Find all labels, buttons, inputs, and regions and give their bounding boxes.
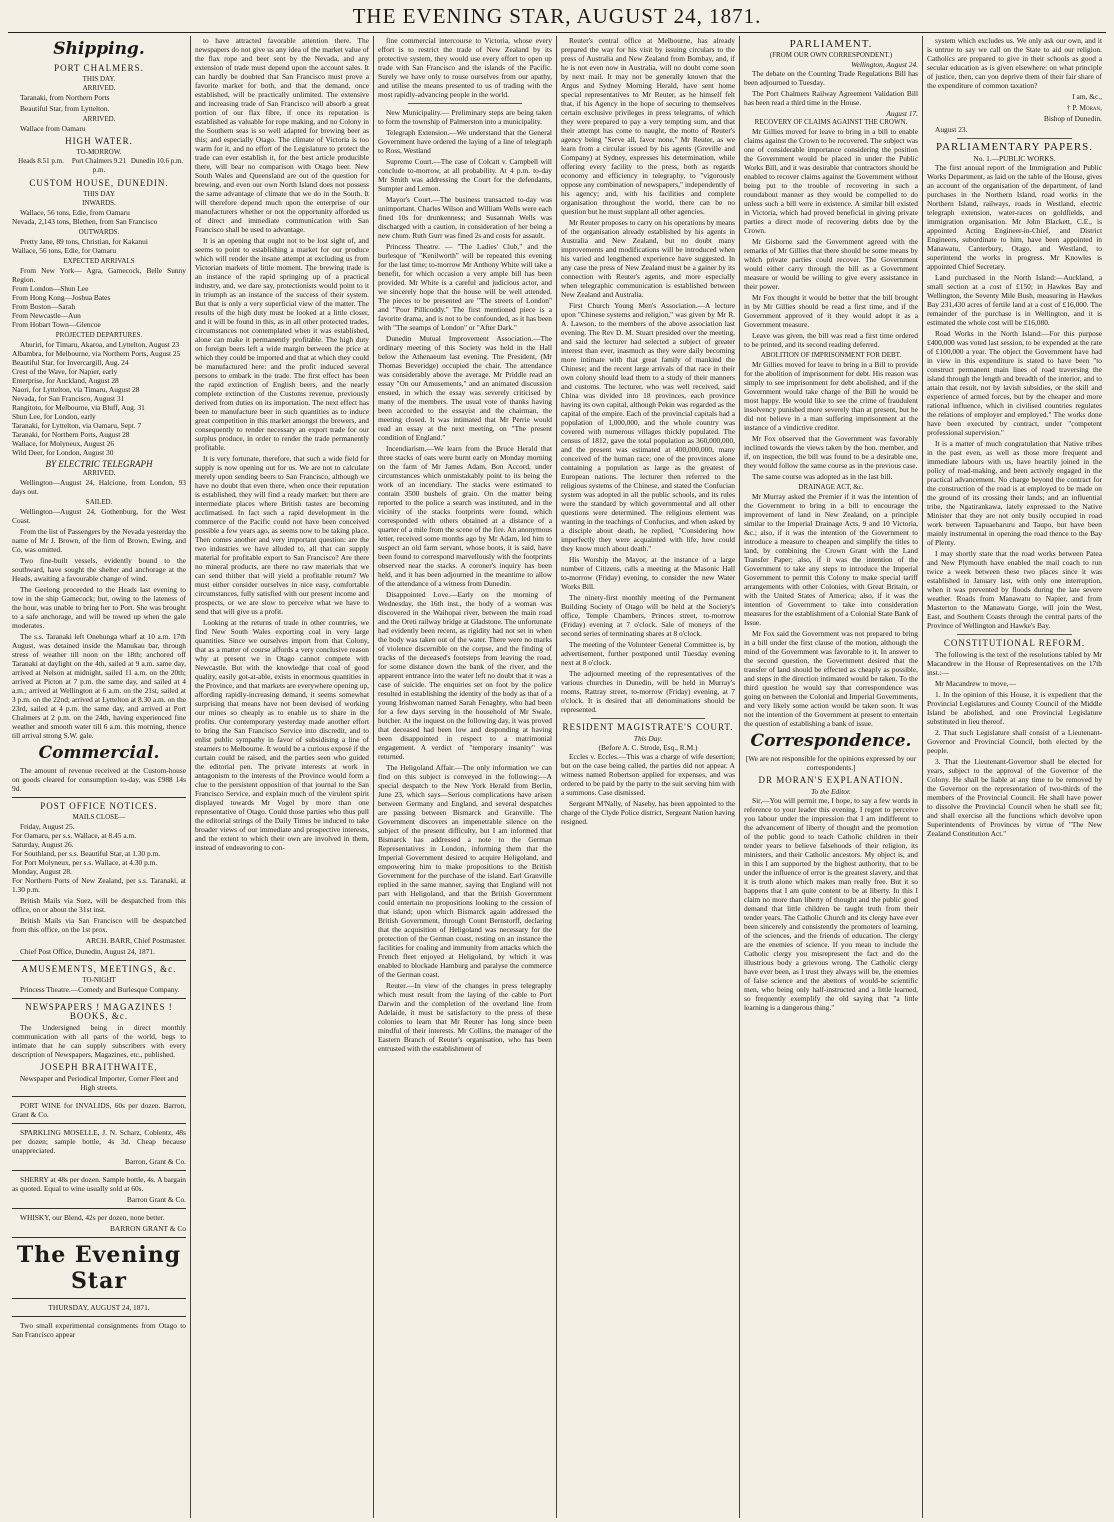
news-item: Telegraph Extension.—We understand that the General Government have ordered the laying of a line of telegraph to Ross, Westland xyxy=(378,128,552,155)
telegraph-heading: BY ELECTRIC TELEGRAPH xyxy=(45,459,153,469)
court-heading: RESIDENT MAGISTRATE'S COURT. xyxy=(562,722,734,732)
letter-closing: I am, &c., xyxy=(1072,92,1102,101)
braithwaite-address: Newspaper and Periodical Importer, Corner Fleet and High streets. xyxy=(19,1074,179,1092)
divider xyxy=(12,1316,186,1317)
divider xyxy=(12,1123,186,1124)
parliament-dateline: Wellington, August 24. xyxy=(851,60,918,69)
parliament-item: Mr Gillies moved for leave to bring in a Bill to provide for the abolition of imprisonment for debt. His reason was simply to see imprisonment for debt abolished, and if the Government would take charge of the Bill he would be most happy. He would like to see the crime of fraudulent insolvency punished more severely than at present, but he did not believe in a man suffering imprisonment at the instance of a vindictive creditor. xyxy=(744,360,918,432)
parliament-item: Mr Fox said the Government was not prepared to bring in a bill under the first clause of the motion, although the mind of the Government was favorable to it. In answer to the second question, the Government desired that the transfer of land should be effected as cheaply as possible, and steps in the direction intimated would be taken. To the third question he would say that correspondence was going on between the Colonial and Imperial Governments, and very likely some action would be taken soon. It was not the intention of the Government at present to entertain the question of establishing a bank of issue. xyxy=(744,629,918,728)
report-paragraph: The first annual report of the Immigration and Public Works Department, as laid on the table of the House, gives an account of the organisation of the department, of land purchases in the Northern Island, road works in the Northern Island, railways, roads in Westland, electric telegraph extension, water-races on goldfields, and immigration organisation. Mr John Blackett, C.E., is appointed Acting Engineer-in-Chief, and District Engineers, subordinate to him, have been appointed in Manawatu, Canterbury, Otago, and Westland, to superintend the works in progress. Mr Knowles is appointed Chief Secretary. xyxy=(927,163,1102,271)
news-item: The adjourned meeting of the representatives of the various churches in Dunedin, will be held in Murray's rooms, Rattray street, to-morrow (Friday) evening, at 7 o'clock. It is desired that all denominations should be represented. xyxy=(561,669,735,714)
court-magistrate: (Before A. C. Strode, Esq., R.M.) xyxy=(598,743,698,752)
page-masthead: THE EVENING STAR, AUGUST 24, 1871. xyxy=(352,4,762,28)
news-item: Disappointed Love.—Early on the morning of Wednesday, the 16th inst., the body of a woman was discovered in the Waihopai river, between the main road and the Oreti railway bridge at Gladstone. The unfortunate had evidently been recent, as rigidity had not set in when the body was taken out of the water. There were no marks of violence discernible on the corpse, and the finding of tracks of the deceased's footsteps from leaving the road, for some distance down the bank of the river, and the apparent entrance into the water left no doubt that it was a case of suicide. The enquiries set on foot by the police resulted in establishing the identity of the body as that of a young Irishwoman named Sarah Fenaghty, who had been for a few days serving in the household of Mr Swale, butcher. At the inquest on the following day, it was proved that deceased had been low and desponding at having been disappointed in respect to a matrimonial engagement. A verdict of "temporary insanity" was returned. xyxy=(378,590,552,761)
subheading-recovery: RECOVERY OF CLAIMS AGAINST THE CROWN. xyxy=(754,118,908,126)
court-case: Eccles v. Eccles.—This was a charge of wife desertion; but on the case being called, the parties did not appear. A witness named Robertson applied for expenses, and was ordered to be paid by the party to the suit serving him with a summons. Case dismissed. xyxy=(561,752,735,797)
news-item: The meeting of the Volunteer General Committee is, by advertisement, further postponed until Tuesday evening next at 8 o'clock. xyxy=(561,640,735,667)
tomorrow-label: TO-MORROW. xyxy=(76,148,122,156)
moran-letter-heading: DR MORAN'S EXPLANATION. xyxy=(758,775,904,785)
high-water-heading: HIGH WATER. xyxy=(65,136,133,146)
this-day-label: THIS DAY xyxy=(83,190,115,198)
divider xyxy=(12,960,186,961)
advert-port-wine: PORT WINE for INVALIDS, 60s per dozen. Barron, Grant & Co. xyxy=(12,1101,186,1119)
column-1 xyxy=(8,36,191,1518)
divider xyxy=(12,1170,186,1171)
newspapers-advert-text: The Undersigned being in direct monthly communication with all parts of the world, begs to intimate that he can supply subscribers with every description of Newspapers, Magazines, etc., published. xyxy=(12,1023,186,1059)
arrived-label: ARRIVED. xyxy=(82,115,116,123)
outwards-label: OUTWARDS. xyxy=(78,228,120,236)
shipping-paragraph: The Geelong proceeded to the Heads last evening to tow in the ship Gamecock; but, owing to the lateness of the hour, was unable to bring her to Port. She was brought to a safe anchorage, and will be towed up when the gale moderates. xyxy=(12,585,186,630)
arrival-entry: Beautiful Star, from Lyttelton. xyxy=(20,104,110,113)
postmaster-signature: ARCH. BARR, Chief Postmaster. xyxy=(85,936,186,945)
advert-sherry-signature: Barron Grant & Co. xyxy=(126,1195,186,1204)
outwards-list: Pretty Jane, 89 tons, Christian, for Kakanui Wallace, 56 tons, Edie, for Oamaru xyxy=(12,237,148,255)
column-3 xyxy=(374,36,557,1518)
news-item: The ninety-first monthly meeting of the Permanent Building Society of Otago will be held at the Society's office, Temple Chambers, Princes street, to-morrow (Friday) evening at 7 o'clock. Sale of moneys of the second series of terminating shares at 8 o'clock. xyxy=(561,593,735,638)
arrived-label: ARRIVED. xyxy=(82,84,116,92)
tonight-label: TO-NIGHT xyxy=(82,976,116,984)
divider xyxy=(957,634,1072,635)
news-item: Reuter.—In view of the changes in press telegraphy which must result from the laying of the cable to Port Darwin and the completion of the overland line from Adelaide, it must be satisfactory to the press of these colonies to learn that Mr Reuter has long since been mindful of their interests. Mr Collins, the manager of the Eastern Branch of Reuter's organisation, who has been entrusted with the establishment of xyxy=(378,981,552,1053)
tide-port-chalmers: Port Chalmers 9.21 p.m. xyxy=(71,157,127,174)
court-date: This Day. xyxy=(633,734,663,743)
divider xyxy=(12,1208,186,1209)
tide-dunedin: Dunedin 10.6 p.m. xyxy=(130,157,184,165)
news-item: Princess Theatre. — "The Ladies' Club," and the burlesque of "Kenilworth" will be repeated this evening for the last time; to-morrow Mr Anthony White will take a benefit, for which occasion a very ample bill has been provided. Mr White is a careful and judicious actor, and we sincerely hope that the house will be well attended. The pieces to be presented are "The streets of London" and "Poor Pillicoddy." The first mentioned piece is a favorite drama, and is not to be confounded, as it has been with "The seamps of London" or "After Dark." xyxy=(378,242,552,332)
arrived-label: ARRIVED. xyxy=(82,469,116,477)
news-item: His Worship the Mayor, at the instance of a large number of Citizens, calls a meeting at the Masonic Hall to-morrow (Friday) evening, to consider the new Water Works Bill. xyxy=(561,555,735,591)
letter-signature-title: Bishop of Dunedin. xyxy=(1043,114,1102,123)
projected-departures-label: PROJECTED DEPARTURES. xyxy=(55,331,143,339)
shipping-heading: Shipping. xyxy=(53,39,145,59)
column-5 xyxy=(740,36,923,1518)
correspondence-heading: Correspondence. xyxy=(750,731,912,751)
report-paragraph: I may shortly state that the road works between Patea and New Plymouth have enabled the mail coach to run twice a week between these two places since it was established in January last, with only one interruption, when it was prevented by floods during the late severe weather. Roads from Manawatu to Napier, and from Masterton to the Manawatu Gorge, will join the West, East, and Southern Coasts through the central parts of the Province of Wellington and Hawke's Bay. xyxy=(927,549,1102,630)
news-item: First Church Young Men's Association.—A lecture upon "Chinese systems and religion," was given by Mr R. A. Lawson, to the members of the above association last evening. The Rev D. M. Stuart presided over the meeting, and said the lecturer had selected a subject of greater interest than ever, inasmuch as they were daily becoming more intimate with that great family of mankind the Chinese; and the recent large arrivals of that race in their own colony should lead them to a study of their manners and customs. The lecturer, who was well received, said China was divided into 18 provinces, each province having its own capital, although Pekin was regarded as the capital of the empire. Each of the provincial capitals had a population of 1,000,000, and the whole country was covered with numerous villages thickly populated. The census of 1812, gave the total population as 360,000,000, and the present was estimated at 400,000,000, many conceived of the human race; one of the provinces alone containing a population as large as the greatest of European nations. The lecturer then referred to the religious systems of the Chinese, and stated the Confucian system was adopted in all the public schools, and its rules were the standard by which governmental and all other questions were determined. The religious element was wanting in the teachings of Confucius, and when asked by a disciple about death, he replied, "Considering how imperfectly they were acquainted with life, how could they know much about death." xyxy=(561,301,735,553)
news-item: Mayor's Court.—The business transacted to-day was unimportant. Charles Wilson and William Wells were each fined 10s for drunkenness; and Susannah Wells was discharged with a caution, in consideration of her being a new chum. Ruth Gurr was fined 2s and costs for assault. xyxy=(378,195,552,240)
divider xyxy=(12,1237,186,1238)
divider xyxy=(12,797,186,798)
issue-date: THURSDAY, AUGUST 24, 1871. xyxy=(48,1303,150,1312)
letter-body: Sir,—You will permit me, I hope, to say a few words in reference to your leader this evening. I regret to perceive you labour under the impression that I am indifferent to the advancement of liberty of thought and the promotion of the public good to teach Catholic children in their tender years to believe falsehoods of their religion, its ministers, and their Catholic ancestors. My object is, and in this I am supported by the highest authority, that to be under the influence of error is the greatest slavery, and that it is truth alone which makes man really free. But it so happens that I am quite content to be at liberty. In this I claim no more than liberty of thought and the public good demand that little children be taught truth from their tender years. The Catholic Church and its clergy have ever been sincerely and consistently the promoters of learning, of the sciences, and the friends of education. The clergy are the enemies of science. If you mean to include the Catholic clergy you misrepresent the fact and do the illustrious body a grievous wrong. The Catholic clergy have ever been, as I trust they always will be, the enemies of false science and the abettors of would-be scientific men, who being only half-instructed and a little learned, so frequently exemplify the old saying that "a little learning is a dangerous thing." xyxy=(744,796,918,1012)
report-paragraph: It is a matter of much congratulation that Native tribes in the past even, as well as those more frequent and immediate labours with us, have heartily joined in the policy of road-making, and been actively engaged in the practical advancement. No charge beyond the contract for the construction of the road is at employed to be made on the ground of its crossing their lands; and an influential tribe, the Ngatirankawa, lately expressed to the Native Minister that they are not only busily occupied in road work between Tapuaeharuru and Taupo, but have been mainly instrumental in opening the road thence to the Bay of Plenty. xyxy=(927,439,1102,547)
subheading-abolition: ABOLITION OF IMPRISONMENT FOR DEBT. xyxy=(760,351,902,359)
column-6 xyxy=(923,36,1106,1518)
commercial-paragraph: The amount of revenue received at the Custom-house on goods cleared for consumption to-day, was £988 14s 9d. xyxy=(12,766,186,793)
leader-paragraph: Looking at the returns of trade in other countries, we find New South Wales exporting coal in very large quantities. Since we ourselves import from that Colony, that as a matter of course affords a very conclusive reason why at present we in Otago cannot compete with Newcastle. But with the knowledge that coal of good quality, easily got-at-able, exists in enormous quantities in the Province, and that markets are everywhere opening up, affording rapidly-increasing demand, it seems somewhat surprising that means have not been devised of working our mines so cheaply as to enable us to share in the profits. Our contemporary yesterday made another effort to bring the San Francisco Service into discredit, and to enlist public sympathy in favor of subsidising a line of steamers to Melbourne. It would be a curious exposé if the curtain could be raised, and the parties seen who guided the editorial pen. The private interests at work in antagonism to the interests of the Province would form a clue to the persistent opposition of that journal to the San Francisco Service, and explain much of the virulent spirit displayed towards Mr Vogel by more than one representative of Otago. Could those parties who thus pull the editorial strings of the Daily Times be induced to take broader views of our immediate and prospective interests, and the extent to which their own are involved in them, instead of endeavoring to con- xyxy=(195,618,369,852)
report-paragraph: Land purchased in the North Island:—Auckland, a small section at a cost of £150; in Hawkes Bay and Wellington, the Seventy Mile Bush, measuring in Hawkes Bay 231,430 acres of fertile land at a cost of £16,000. The remainder of the purchase is in Wellington, and it is estimated the whole cost will be £16,080. xyxy=(927,273,1102,327)
parliament-item: The same course was adopted as in the last bill. xyxy=(752,472,893,481)
advert-sherry: SHERRY at 48s per dozen. Sample bottle, 4s. A bargain as quoted. Equal to wine usually sold at 60s. xyxy=(12,1175,186,1193)
projected-departures-list: Ahuriri, for Timaru, Akaroa, and Lyttelton, August 23 Albambra, for Melbourne, via Northern Ports, August 25 Beautiful Star, for Invercargill, Aug. 24 Crest of the Wave, for Napier, early Enterprise, for Auckland, August 28 Naori, for Lyttelton, via Timaru, August 28 Nevada, for San Francisco, August 31 Rangitoto, for Melbourne, via Bluff, Aug. 31 Shun Lee, for London, early Taranaki, for Lyttelton, via Oamaru, Sept. 7 Taranaki, for Northern Ports, August 28 Wallace, for Molyneux, August 26 Wild Deer, for London, August 30 xyxy=(12,340,181,457)
newspaper-title: The Evening Star xyxy=(16,1242,182,1294)
port-chalmers-heading: PORT CHALMERS. xyxy=(54,63,144,73)
leader-paragraph: to have attracted favorable attention there. The newspapers do not give us any idea of the market value of the flax rope and beer sent by the Nevada, and any extension of trade must depend upon the account sales. It can hardly be doubted that San Francisco must prove a favorite market for both, and that the demand, once established, will be practically unlimited. The extensive and increasing trade of San Francisco will absorb a great portion of our flax fibre, if once its reputation is established as valuable for rope making, and no Colony in the Southern seas is so well adapted for brewing beer as this; and especially Otago. The climate of Victoria is too warm for it, and no effort of the Legislature to protect the trade can ever establish it, for the best article producible there, will bear no comparison with Otago beer. New South Wales and Queensland are out of the question for brewing, and even our own North Island does not possess the same advantage of climate that we do in the South. It will therefore depend much upon the enterprise of our manufacturers whether or not the opportunity afforded us of direct and immediate communication with San Francisco shall be used to advantage. xyxy=(195,36,369,234)
reform-paragraph: 2. That such Legislature shall consist of a Lieutenant-Governor and Provincial Council, both elected by the people. xyxy=(927,728,1102,755)
mails-close-label: MAILS CLOSE— xyxy=(72,813,126,821)
correspondence-disclaimer: [We are not responsible for the opinions expressed by our correspondents.] xyxy=(745,754,917,772)
tide-table xyxy=(12,157,186,175)
column-4 xyxy=(557,36,740,1518)
report-paragraph: Road Works in the North Island:—For this purpose £400,000 was voted last session, to be expended at the rate of £100,000 a year. The object the Government have had in view in this expenditure is stated to have been "to construct permanent main lines of road traversing the island through the length and breadth of the interior, and to attain that result, not by lavish subsidies, or the skill and experience of armed forces, but by the cheaper and more rational influence, which in civilised countries regulates the relations of employer and employed." The works done have been executed by contract, under "competent professional supervision." xyxy=(927,329,1102,437)
inwards-list: Wallace, 56 tons, Edie, from Oamaru Nevada, 2,143 tons, Blethen, from San Francisco xyxy=(12,208,158,226)
masthead-rule xyxy=(8,32,1106,33)
telegraph-entry: Wellington—August 24, Halcione, from London, 93 days out. xyxy=(12,478,186,496)
constitutional-reform-heading: CONSTITUTIONAL REFORM. xyxy=(943,638,1086,648)
news-item: Supreme Court.—The case of Colcatt v. Campbell will conclude to-morrow, at all probability. At 4 p.m. to-day Mr Smith was addressing the Court for the defendants, Sumpter and Lemon. xyxy=(378,157,552,193)
leader-paragraph: It is an opening that ought not to be lost sight of, and seems to point to establishing a market for our produce which will render the insane attempt at excluding us from Victorian markets of little moment. The brewing trade is an instance of the rapid springing up of a practical industry, and, we dare say, protectionists would point to it in triumph as an instance of the success of their system. But that is only a very superficial view of the matter. The results of the high duty must be looked at a little closer, and it will be found in this, as in all other protected trades, circumstances not contemplated when it was established, alone can make it permanently profitable. The high duty on foreign beers left a wide margin between the price at which they could be imported and that at which they could be manufactured here: and the profit induced several persons to embark in the trade. The first effect has been the rapid extinction of English beers, and the nearly complete extinction of the Customs revenue, previously derived from duties on its importation. The next effect has been to manufacture beer in such quantities as to induce great competition in this market amongst the brewers, and consequently to render necessary an export trade for our surplus produce, in order to render the trade permanently profitable. xyxy=(195,236,369,452)
telegraph-entry: Wellington—August 24, Gothenburg, for the West Coast. xyxy=(12,507,186,525)
correspondent-label: (FROM OUR OWN CORRESPONDENT.) xyxy=(769,51,893,59)
reform-paragraph: 3. That the Lieutenant-Governor shall be elected for years, subject to the approval of the Governor of the Colony. He shall be liable at any time to be removed by the Governor on the representation of two-thirds of the members of the Provincial Council. He shall have power to dissolve the Provincial Council when he shall see fit; and shall exercise all the functions which devolve upon Superintendents of Provinces by virtue of "The New Zealand Constitution Act." xyxy=(927,757,1102,838)
parliament-item: Mr Gillies moved for leave to bring in a bill to enable claims against the Crown to be recovered. The subject was one of considerable importance considering the position the Government would be placed in under the Public Works Bill, and it was desirable that contractors should be enabled to recover claims against the Government without being put to the trouble of recovering in such a roundabout manner as they would be compelled to do unless such a bill were in existence. A similar bill existed in Victoria, which had proved beneficial in giving private parties a direct mode of recovering debts due by the Crown. xyxy=(744,127,918,235)
inwards-label: INWARDS. xyxy=(82,199,116,207)
divider xyxy=(12,1096,186,1097)
news-item: Reuter's central office at Melbourne, has already prepared the way for his visit by issuing circulars to the press of Australia and New Zealand from Bombay, and, if he is not even now in Australia, will no doubt come soon by next mail. It may not be generally known that the Argus and Sydney Morning Herald, have sent home special representatives to Mr Reuter, as he himself felt that, if his Agency in the hope of securing to themselves certain exclusive privileges in press telegrams, of which they were prepared to pay a very tempting sum, and that their attempt has come to naught, the motto of Reuter's agency being "Serve all, favor none." Mr Reuter, as we learn from a circular issued by his agents (Greville and Company) at Sydney, expresses his determination, while offering every facility to the press, both as regards economy and efficiency in telegraphy, to "vigorously oppose any combination of newspapers," independently of his agency; and, with his facilities and complete organisation throughout the world, there can be no question but he must supplant all other agencies. xyxy=(561,36,735,216)
leader-paragraph: fine commercial intercourse to Victoria, whose every effort is to restrict the trade of New Zealand by its protective system, they would use every effort to open up trade with San Francisco and the islands of the Pacific. Surely we have only to rouse ourselves from our apathy, and utilise the means presented to us of trading with the most rapidly-advancing people in the world. xyxy=(378,36,552,99)
column-2 xyxy=(191,36,374,1518)
news-item: Sergeant M'Nally, of Naseby, has been appointed to the charge of the Clyde Police district, Sergeant Nation having resigned. xyxy=(561,799,735,826)
letter-signature: † P. Moran, xyxy=(1066,103,1102,112)
parliament-item: Mr Gisborne said the Government agreed with the remarks of Mr Gillies that there should be some means by which private parties could recover. The Government would either carry through the bill as a Government measure or would be willing to give every assistance in their power. xyxy=(744,237,918,291)
parliament-item: Mr Fox observed that the Government was favorably inclined towards the views taken by the hon. member, and if, on inspection, the bill was found to be a desirable one, they would follow the same course as in the previous case. xyxy=(744,434,918,470)
leader-opening: Two small experimental consignments from Otago to San Francisco appear xyxy=(12,1321,186,1339)
expected-arrivals-list: From New York— Agra, Gamecock, Belle Sunny Region. From London—Shun Lee From Hong Kong—Joshua Bates From Boston—Sarah From Newcastle—Aun From Hobart Town—Glencoe xyxy=(12,266,186,329)
divider xyxy=(408,103,522,104)
post-schedule: Friday, August 25. For Oamaru, per s.s. Wallace, at 8.45 a.m. Saturday, August 26. For Southland, per s.s. Beautiful Star, at 1.30 p.m. For Port Molyneux, per s.s. Wallace, at 4.30 p.m. Monday, August 28. For Northern Ports of New Zealand, per s.s. Taranaki, at 1.30 p.m. xyxy=(12,822,186,894)
letter-body: system which excludes us. We only ask our own, and it is untrue to say we call on the State to aid our religion. Catholics are prepared to give in their schools as good a secular education as is given elsewhere: on what principle of justice, then, can you deprive them of their fair share of the expenditure of common taxation? xyxy=(927,36,1102,90)
tide-heads: Heads 8.51 p.m. xyxy=(18,157,64,165)
commercial-heading: Commercial. xyxy=(38,743,160,763)
news-item: New Municipality.— Preliminary steps are being taken to form the township of Palmerston into a municipality. xyxy=(378,108,552,126)
expected-arrivals-label: EXPECTED ARRIVALS xyxy=(63,257,135,265)
shipping-paragraph: The s.s. Taranaki left Onehunga wharf at 10 a.m. 17th August, was detained inside the Manukau bar, through stress of weather till noon on the 18th; anchored off Taranaki at daylight on the 4th, sailed at 9 a.m. same day, arrived at Nelson at midnight, sailed 11 a.m. on the 20th; arrived at Picton at 7 p.m. the same day, and sailed at 4 a.m.; arrived at Wellington at 6 a.m. on the 21st, sailed at 3 p.m. on the 22nd; arrived at Lyttelton at 8.30 a.m. on the 23rd, sailed at 4 p.m. the same day, and arrived at Port Chalmers at 2 p.m. on the 24th, having experienced fine weather and smooth water till 6 a.m. this morning, thence till arrival strong S.W. gale. xyxy=(12,632,186,740)
amusements-entry: Princess Theatre.—Comedy and Burlesque Company. xyxy=(20,985,180,994)
news-item: Mr Reuter proposes to carry on his operations by means of the organisation already established by his agents in Australia and New Zealand, but no doubt many improvements and modifications will be introduced when his varied and lengthened experience have suggested. In any case the press of New Zealand must be a gainer by its connection with Reuter's agents, and more especially when telegraphic communication is established between New Zealand and Australia. xyxy=(561,218,735,299)
divider xyxy=(591,718,705,719)
braithwaite-name: JOSEPH BRAITHWAITE, xyxy=(40,1062,158,1072)
parliament-item: The debate on the Counting Trade Regulations Bill has been adjourned to Tuesday. xyxy=(744,69,918,87)
divider xyxy=(12,998,186,999)
shipping-paragraph: From the list of Passengers by the Nevada yesterday the name of Mr J. Brown, of the firm of Brown, Ewing, and Co, was omitted. xyxy=(12,527,186,554)
parliament-dateline: August 17. xyxy=(886,109,918,118)
letter-date: August 23. xyxy=(935,125,968,134)
advert-whisky: WHISKY, our Blend, 42s per dozen, none better. xyxy=(20,1213,165,1222)
advert-moselle: SPARKLING MOSELLE, J. N. Scharz, Coblentz, 48s per dozen; sample bottle, 4s 3d. Cheap because unappreciated. xyxy=(12,1128,186,1155)
amusements-heading: AMUSEMENTS, MEETINGS, &c. xyxy=(21,964,177,974)
shipping-paragraph: Two fine-built vessels, evidently bound to the southward, have sought the shelter and anchorage at the Heads, awaiting a favourable change of wind. xyxy=(12,556,186,583)
arrival-entry: Wallace from Oamaru xyxy=(20,124,86,133)
news-item: Incendiarism.—We learn from the Bruce Herald that three stacks of oats were burnt early on Monday morning on the farm of Mr James Adam, Bon Accord, under circumstances which unmistakably point to its being the work of an incendiary. The stacks were estimated to contain 3500 bushels of grain. On the matter being reported to the police a search was instituted, and in the vicinity of the stacks footprints were found, which corresponded with others obtained at a distance of a quarter of a mile from the scene of the fire. An anonymous letter, received some months ago by Mr Adam, led him to suspect an old farm servant, whose boots, it is said, have been found to correspond marvellously with the footprints observed near the stacks. A coroner's inquiry has been held, and it has been adjourned in the meantime to allow of the attendance of a witness from Dunedin. xyxy=(378,444,552,588)
leader-paragraph: It is very fortunate, therefore, that such a wide field for supply is now opening out for us. We are not to calculate merely upon sending beers to San Francisco, although we have no doubt that even there, when once their reputation is established, they will find a ready market: but there are intermediate places where British tastes are becoming acclimatised. In fact such a rapid development in the commerce of the Pacific could not have been conceived possible a few years ago, as seems now to be taking place. Then comes another and very important question: are the two industries we have alluded to, all that can supply material for profitable export to San Francisco? Are there no mineral products, are there no raw materials that we can send thither that will yield a profitable return? We must either consider ourselves in nice easy, comfortable circumstances, fully satisfied with our present income and prospects, or we are slow to perceive what we have to send that will give us a profit. xyxy=(195,454,369,616)
reform-paragraph: Mr Macandrew to move,— xyxy=(935,679,1016,688)
advert-whisky-signature: BARRON GRANT & Co xyxy=(109,1224,186,1233)
parliament-item: Leave was given, the bill was read a first time ordered to be printed, and its second reading deferred. xyxy=(744,331,918,349)
letter-salutation: To the Editor. xyxy=(811,787,851,796)
arrival-entry: Taranaki, from Northern Ports xyxy=(20,93,110,102)
sailed-label: SAILED. xyxy=(85,498,113,506)
parliament-item: Mr Fox thought it would be better that the bill brought in by Mr Gillies should be read a first time, and if the Government approved of it they would adopt it as a Government measure. xyxy=(744,293,918,329)
public-works-subheading: No. 1.—PUBLIC WORKS. xyxy=(973,154,1056,163)
post-office-dateline: Chief Post Office, Dunedin, August 24, 1871. xyxy=(20,947,155,956)
parliament-item: The Port Chalmers Railway Agreement Validation Bill has been read a third time in the House. xyxy=(744,89,918,107)
post-office-heading: POST OFFICE NOTICES. xyxy=(40,801,158,811)
newspapers-advert-heading: NEWSPAPERS ! MAGAZINES ! BOOKS, &c. xyxy=(25,1002,173,1021)
reform-paragraph: The following is the text of the resolutions tabled by Mr Macandrew in the House of Representatives on the 17th inst.:— xyxy=(927,650,1102,677)
reform-paragraph: 1. In the opinion of this House, it is expedient that the Provincial Legislatures and County Council of the Middle Island be abolished, and one Provincial Legislature substituted in lieu thereof. xyxy=(927,690,1102,726)
post-paragraph: British Mails via Suez, will be despatched from this office, on or about the 31st inst. xyxy=(12,896,186,914)
parliament-heading: PARLIAMENT. xyxy=(789,38,873,50)
parliamentary-papers-heading: PARLIAMENTARY PAPERS. xyxy=(935,141,1094,153)
subheading-drainage: DRAINAGE ACT, &c. xyxy=(798,483,864,491)
news-item: Dunedin Mutual Improvement Association.—The ordinary meeting of this Society was held in the Hall below the Athenaeum last evening. The President, (Mr Thomas Beveridge) occupied the chair. The attendance was considerably above the average. Mr Priddle read an essay "On our Amusements," and an animated discussion ensued, in which the essay was severely criticised by many of the members. The usual vote of thanks having been accorded to the essayist and the chairman, the meeting closed. It was intimated that Mr Perrie would read an essay at the next meeting, on "The present condition of England." xyxy=(378,334,552,442)
news-item: The Heligoland Affair.—The only information we can find on this subject is conveyed in the following:—A special despatch to the New York Herald from Berlin, June 23, which says—Serious complications have arisen between Germany and England, and several despatches are passing between Bismarck and Granville. The Government discovers an impenetrable silence on the subject of the present difficulty, but I am informed that Bismarck has addressed a note to the German Representatives in London, informing them that the Imperial Government desired to acquire Heligoland, and empowering him to make propositions to the British Government for the purchase of the island. Earl Granville replied in the same manner, saying that England will not part with Heligoland, and that the British Government could entertain no propositions looking to the cession of that island; upon which Bismarck again addressed the British Government, through Count Bernstorff, declaring that the acquisition of Heligoland was necessary for the protection of the German coast, resting on an instance the facilities for coaling and immunity from attacks which the French fleet enjoyed at Heligoland, by which it was enabled to blockade Hamburg and paralyse the commerce of the German coast. xyxy=(378,763,552,979)
custom-house-heading: CUSTOM HOUSE, DUNEDIN. xyxy=(29,178,169,188)
post-paragraph: British Mails via San Francisco will be despatched from this office, on the 1st prox. xyxy=(12,916,186,934)
parliament-item: Mr Murray asked the Premier if it was the intention of the Government to bring in a bill to encourage the improvement of land in New Zealand, on a principle similar to the Imperial Drainage Acts, 9 and 10 Victoria, &c.; also, if it was the intention of the Government to introduce a measure to cheapen and simplify the titles to land, by combining the Crown Grant with the Land Transfer Paper; also, if it was the intention of the Government to take any steps to introduce the Imperial Government to permit this Colony to make special tariff arrangements with other Colonies, with Great Britain, or with the United States of America; also, if it was the intention of Government to take into consideration measures for the establishment of a Colonial State Bank of Issue. xyxy=(744,492,918,627)
advert-moselle-signature: Barron, Grant & Co. xyxy=(125,1157,186,1166)
divider xyxy=(12,1298,186,1299)
columns xyxy=(8,36,1106,1518)
divider xyxy=(957,138,1072,139)
this-day-label: THIS DAY. xyxy=(82,75,116,83)
